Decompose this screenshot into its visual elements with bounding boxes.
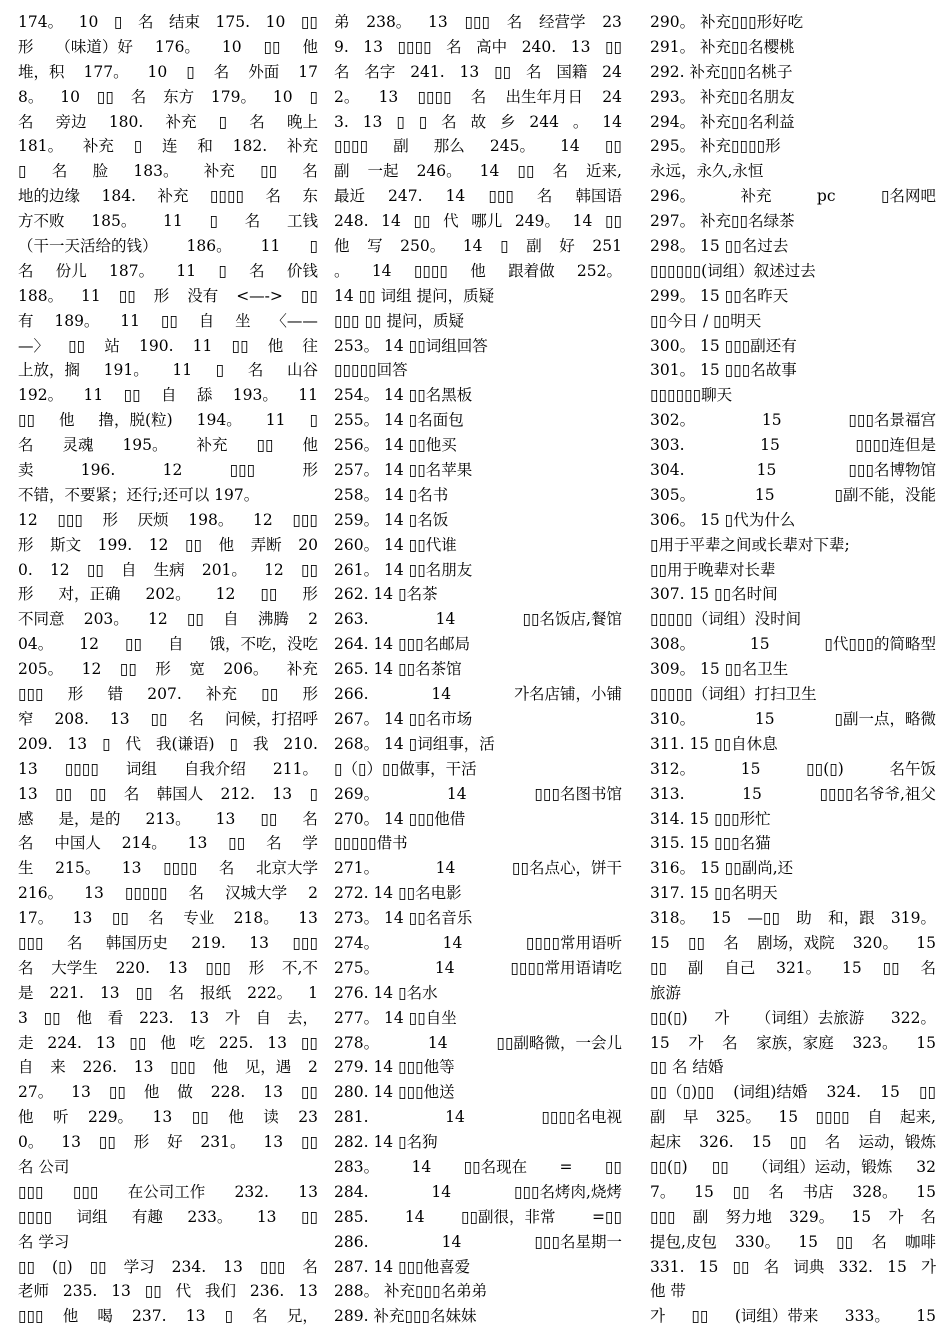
- text-line: 300。 15 ▯▯▯副还有: [650, 336, 797, 355]
- text-line: 方不败 185。 11 ▯ 名 工钱: [18, 212, 318, 231]
- text-line: 窄 208. 13 ▯▯ 名 问候，打招呼: [18, 709, 318, 728]
- text-line: 290。 补充▯▯▯形好吃: [650, 13, 804, 31]
- text-line: 2。 13 ▯▯▯▯ 名 出生年月日 24: [334, 87, 622, 106]
- text-line: 291。 补充▯▯名樱桃: [650, 37, 795, 56]
- text-line: ▯ 名 脸 183。 补充 ▯▯ 名: [18, 162, 318, 181]
- text-line: 277。 14 ▯▯自坐: [334, 1008, 457, 1027]
- text-line: 174。 10 ▯ 名 结束 175. 10 ▯▯: [18, 13, 318, 31]
- text-line: ▯▯▯ 名 韩国历史 219. 13 ▯▯▯: [18, 933, 318, 952]
- text-line: 266. 14 가名店铺，小铺: [334, 685, 622, 704]
- text-line: 7。 15 ▯▯ 名 书店 328。 15: [650, 1182, 936, 1201]
- text-line: 205。 12 ▯▯ 形 宽 206。 补充: [18, 660, 318, 679]
- text-line: 273。 14 ▯▯名音乐: [334, 909, 473, 928]
- text-line: 305。 15 ▯副不能，没能: [650, 485, 936, 504]
- text-line: 317. 15 ▯▯名明天: [650, 884, 778, 903]
- text-line: 312。 15 ▯▯(▯) 名午饭: [650, 759, 936, 778]
- text-line: 263. 14 ▯▯名饭店,餐馆: [334, 610, 622, 629]
- text-line: ▯▯▯▯ 副 那么 245。 14 ▯▯: [334, 137, 622, 156]
- text-line: 他 听 229。 13 ▯▯ 他 读 23: [18, 1108, 318, 1127]
- text-line: 306。 15 ▯代为什么: [650, 510, 796, 529]
- text-line: 走 224. 13 ▯▯ 他 吃 225. 13 ▯▯: [18, 1033, 318, 1052]
- text-line: 永远，永久,永恒: [650, 162, 764, 181]
- text-line: 294。 补充▯▯名利益: [650, 112, 795, 131]
- text-line: 309。 15 ▯▯名卫生: [650, 660, 789, 679]
- text-line: 形 对，正确 202。 12 ▯▯ 形: [18, 585, 318, 604]
- text-line: ▯▯用于晚辈对长辈: [650, 560, 776, 579]
- text-line: 248. 14 ▯▯ 代 哪儿 249。 14 ▯▯: [334, 212, 622, 231]
- text-line: 不错，不要紧；还行;还可以 197。: [18, 485, 260, 504]
- text-line: 282. 14 ▯名狗: [334, 1133, 438, 1152]
- text-line: 288。 补充▯▯▯名弟弟: [334, 1282, 488, 1301]
- text-line: 8。 10 ▯▯ 名 东方 179。 10 ▯: [18, 87, 318, 106]
- text-line: ▯▯▯ 他 喝 237. 13 ▯ 名 兄，: [18, 1307, 318, 1326]
- text-line: 257。 14 ▯▯名苹果: [334, 461, 473, 480]
- text-line: 名 旁边 180. 补充 ▯ 名 晚上: [18, 112, 318, 131]
- text-line: 卖 196. 12 ▯▯▯ 形: [18, 461, 318, 480]
- text-line: 303. 15 ▯▯▯▯连但是: [650, 436, 936, 455]
- text-line: 0. 12 ▯▯ 自 生病 201。 12 ▯▯: [18, 560, 318, 579]
- text-line: 262. 14 ▯名茶: [334, 585, 438, 604]
- text-line: 生 215。 13 ▯▯▯▯ 名 北京大学: [18, 859, 318, 878]
- text-line: 地的边缘 184. 补充 ▯▯▯▯ 名 东: [18, 187, 318, 206]
- text-line: 258。 14 ▯名书: [334, 485, 449, 504]
- text-line: 308。 15 ▯代▯▯▯的简略型: [650, 635, 936, 654]
- text-line: 254。 14 ▯▯名黑板: [334, 386, 473, 405]
- text-line: 15 가 名 家族，家庭 323。 15: [650, 1033, 936, 1052]
- text-line: 216。 13 ▯▯▯▯▯ 名 汉城大学 2: [18, 884, 318, 903]
- text-line: 最近 247. 14 ▯▯▯ 名 韩国语: [334, 187, 622, 206]
- text-line: ▯▯（▯)▯▯ (词组)结婚 324. 15 ▯▯: [650, 1083, 936, 1102]
- text-column-left: [18, 10, 318, 1329]
- text-line: 有 189。 11 ▯▯ 自 坐 〈——: [18, 311, 318, 330]
- text-line: 17。 13 ▯▯ 名 专业 218。 13: [18, 909, 318, 928]
- text-line: 他 写 250。 14 ▯ 副 好 251: [334, 237, 622, 256]
- text-line: ▯用于平辈之间或长辈对下辈;: [650, 535, 850, 554]
- text-line: 9. 13 ▯▯▯▯ 名 高中 240. 13 ▯▯: [334, 37, 622, 56]
- text-line: 13 ▯▯▯▯ 词组 自我介绍 211。: [18, 759, 318, 778]
- text-line: 0。 13 ▯▯ 形 好 231。 13 ▯▯: [18, 1133, 318, 1152]
- text-line: 253。 14 ▯▯词组回答: [334, 336, 488, 355]
- text-line: 260。 14 ▯▯代谁: [334, 535, 457, 554]
- text-line: 283。 14 ▯▯名现在 = ▯▯: [334, 1157, 622, 1176]
- text-line: 13 ▯▯ ▯▯ 名 韩国人 212. 13 ▯: [18, 784, 318, 803]
- text-line: 298。 15 ▯▯名过去: [650, 237, 789, 256]
- text-line: ▯▯▯▯▯▯聊天: [650, 386, 733, 405]
- text-line: 315. 15 ▯▯▯名猫: [650, 834, 771, 853]
- text-line: 307. 15 ▯▯名时间: [650, 585, 778, 604]
- text-line: 331. 15 ▯▯ 名 词典 332. 15 가: [650, 1257, 936, 1276]
- text-line: 304. 15 ▯▯▯名博物馆: [650, 461, 936, 480]
- text-line: 265. 14 ▯▯名茶馆: [334, 660, 462, 679]
- text-line: 285. 14 ▯▯副很，非常 =▯▯: [334, 1207, 622, 1226]
- text-line: 264. 14 ▯▯▯名邮局: [334, 635, 471, 654]
- text-line: ▯▯▯ 形 错 207. 补充 ▯▯ 形: [18, 685, 318, 704]
- text-line: 不同意 203。 12 ▯▯ 自 沸腾 2: [18, 610, 318, 629]
- text-line: 295。 补充▯▯▯▯形: [650, 137, 781, 156]
- text-line: ▯▯ 副 自己 321。 15 ▯▯ 名: [650, 958, 936, 977]
- text-line: ▯▯(▯) ▯▯ （词组）运动，锻炼 32: [650, 1157, 936, 1176]
- text-line: 318。 15 —▯▯ 助 和，跟 319。: [650, 909, 936, 928]
- text-line: 269。 14 ▯▯▯名图书馆: [334, 784, 622, 803]
- text-line: 提包,皮包 330。 15 ▯▯ 名 咖啡: [650, 1232, 936, 1251]
- text-line: 287. 14 ▯▯▯他喜爱: [334, 1257, 471, 1276]
- text-line: 297。 补充▯▯名绿茶: [650, 212, 795, 231]
- text-line: 上放，搁 191。 11 ▯ 名 山谷: [18, 361, 318, 380]
- text-line: 274。 14 ▯▯▯▯常用语听: [334, 933, 622, 952]
- text-line: 284. 14 ▯▯▯名烤肉,烧烤: [334, 1182, 622, 1201]
- text-line: 27。 13 ▯▯ 他 做 228. 13 ▯▯: [18, 1083, 318, 1102]
- text-line: 267。 14 ▯▯名市场: [334, 709, 473, 728]
- text-line: 가 ▯▯ (词组）带来 333。 15: [650, 1307, 936, 1326]
- text-line: 弟 238。 13 ▯▯▯ 名 经营学 23: [334, 13, 622, 31]
- text-line: 04。 12 ▯▯ 自 饿，不吃，没吃: [18, 635, 318, 654]
- text-line: 是 221. 13 ▯▯ 名 报纸 222。 1: [18, 983, 318, 1002]
- text-line: 209. 13 ▯ 代 我(谦语) ▯ 我 210.: [18, 734, 318, 753]
- text-line: 形 斯文 199. 12 ▯▯ 他 弄断 20: [18, 535, 318, 554]
- text-line: 270。 14 ▯▯▯他借: [334, 809, 466, 828]
- text-line: 副 一起 246。 14 ▯▯ 名 近来,: [334, 162, 622, 181]
- text-line: 299。 15 ▯▯名昨天: [650, 286, 789, 305]
- text-line: ▯▯ (▯) ▯▯ 学习 234. 13 ▯▯▯ 名: [18, 1257, 318, 1276]
- text-line: 301。 15 ▯▯▯名故事: [650, 361, 797, 380]
- text-line: ▯▯ 他 撸，脱(粒) 194。 11 ▯: [18, 411, 318, 430]
- text-line: 314. 15 ▯▯▯形忙: [650, 809, 771, 828]
- text-line: 3 ▯▯ 他 看 223. 13 가 自 去，: [18, 1008, 318, 1027]
- text-line: 310。 15 ▯副一点，略微: [650, 709, 936, 728]
- text-line: 268。 14 ▯词组事，活: [334, 734, 495, 753]
- text-line: 302。 15 ▯▯▯名景福宫: [650, 411, 936, 430]
- text-line: 名 灵魂 195。 补充 ▯▯ 他: [18, 436, 318, 455]
- text-line: ▯▯▯▯▯借书: [334, 834, 408, 853]
- text-line: 271。 14 ▯▯名点心，饼干: [334, 859, 622, 878]
- text-line: 名 名字 241. 13 ▯▯ 名 国籍 24: [334, 62, 622, 81]
- text-line: 256。 14 ▯▯他买: [334, 436, 457, 455]
- text-line: 。 14 ▯▯▯▯ 他 跟着做 252。: [334, 261, 622, 280]
- text-line: 名 大学生 220. 13 ▯▯▯ 形 不,不: [18, 958, 318, 977]
- text-line: 255。 14 ▯名面包: [334, 411, 464, 430]
- text-line: 292. 补充▯▯▯名桃子: [650, 62, 793, 81]
- text-line: 276. 14 ▯名水: [334, 983, 438, 1002]
- text-line: 181。 补充 ▯ 连 和 182. 补充: [18, 137, 318, 156]
- text-line: 311. 15 ▯▯自休息: [650, 734, 778, 753]
- text-line: 296。 补充 pc ▯名网吧: [650, 187, 936, 206]
- text-line: 形 （味道）好 176。 10 ▯▯ 他: [18, 37, 318, 56]
- text-line: 293。 补充▯▯名朋友: [650, 87, 795, 106]
- text-line: 272. 14 ▯▯名电影: [334, 884, 462, 903]
- text-line: 259。 14 ▯名饭: [334, 510, 449, 529]
- text-line: 275。 14 ▯▯▯▯常用语请吃: [334, 958, 622, 977]
- text-line: 14 ▯▯ 词组 提问，质疑: [334, 286, 495, 305]
- text-line: ▯▯▯▯▯回答: [334, 361, 408, 380]
- text-line: 261。 14 ▯▯名朋友: [334, 560, 473, 579]
- text-line: 15 ▯▯ 名 剧场，戏院 320。 15: [650, 933, 936, 952]
- text-line: 278。 14 ▯▯副略微，一会儿: [334, 1033, 622, 1052]
- text-line: ▯▯▯ ▯▯ 提问，质疑: [334, 311, 465, 330]
- text-line: 感 是，是的 213。 13 ▯▯ 名: [18, 809, 318, 828]
- text-line: ▯▯▯▯▯（词组）没时间: [650, 610, 802, 629]
- text-line: ▯▯(▯) 가 （词组）去旅游 322。: [650, 1008, 936, 1027]
- text-line: 名 中国人 214。 13 ▯▯ 名 学: [18, 834, 318, 853]
- text-line: 自 来 226. 13 ▯▯▯ 他 见，遇 2: [18, 1058, 318, 1077]
- text-line: 旅游: [650, 983, 682, 1002]
- text-line: ▯▯▯▯▯▯(词组）叙述过去: [650, 261, 816, 280]
- text-line: ▯▯▯▯ 词组 有趣 233。 13 ▯▯: [18, 1207, 318, 1226]
- text-line: 286. 14 ▯▯▯名星期一: [334, 1232, 622, 1251]
- text-line: 281. 14 ▯▯▯▯名电视: [334, 1108, 622, 1127]
- text-line: 313. 15 ▯▯▯▯名爷爷,祖父: [650, 784, 936, 803]
- text-column-middle: [334, 10, 622, 1329]
- text-line: ▯▯▯ ▯▯▯ 在公司工作 232. 13: [18, 1182, 318, 1201]
- text-line: 316。 15 ▯▯副尚,还: [650, 859, 794, 878]
- text-line: 堆，积 177。 10 ▯ 名 外面 17: [18, 62, 318, 81]
- text-line: 188。 11 ▯▯ 形 没有 <—-> ▯▯: [18, 286, 318, 305]
- text-line: ▯▯今日 / ▯▯明天: [650, 311, 762, 330]
- text-line: 名 份儿 187。 11 ▯ 名 价钱: [18, 261, 318, 280]
- text-line: 12 ▯▯▯ 形 厌烦 198。 12 ▯▯▯: [18, 510, 318, 529]
- text-line: 老师 235. 13 ▯▯ 代 我们 236. 13: [18, 1282, 318, 1301]
- text-line: 3. 13 ▯ ▯ 名 故 乡 244 。 14: [334, 112, 622, 131]
- text-line: ▯▯ 名 结婚: [650, 1058, 724, 1077]
- text-line: 280. 14 ▯▯▯他送: [334, 1083, 455, 1102]
- text-line: 192。 11 ▯▯ 自 舔 193。 11: [18, 386, 318, 405]
- text-line: （干一天活给的钱） 186。 11 ▯: [18, 237, 318, 256]
- text-line: 副 早 325。 15 ▯▯▯▯ 自 起来,: [650, 1108, 936, 1127]
- text-line: 279. 14 ▯▯▯他等: [334, 1058, 455, 1077]
- text-line: 名 公司: [18, 1157, 70, 1176]
- text-line: ▯▯▯▯▯（词组）打扫卫生: [650, 685, 817, 704]
- text-line: 他 带: [650, 1282, 686, 1301]
- text-line: —〉 ▯▯ 站 190. 11 ▯▯ 他 往: [18, 336, 318, 355]
- text-line: ▯（▯）▯▯做事，干活: [334, 759, 477, 778]
- text-column-right: [650, 10, 936, 1329]
- text-line: ▯▯▯ 副 努力地 329。 15 가 名: [650, 1207, 936, 1226]
- text-line: 289. 补充▯▯▯名妹妹: [334, 1307, 477, 1326]
- text-line: 起床 326. 15 ▯▯ 名 运动，锻炼: [650, 1133, 936, 1152]
- text-line: 名 学习: [18, 1232, 70, 1251]
